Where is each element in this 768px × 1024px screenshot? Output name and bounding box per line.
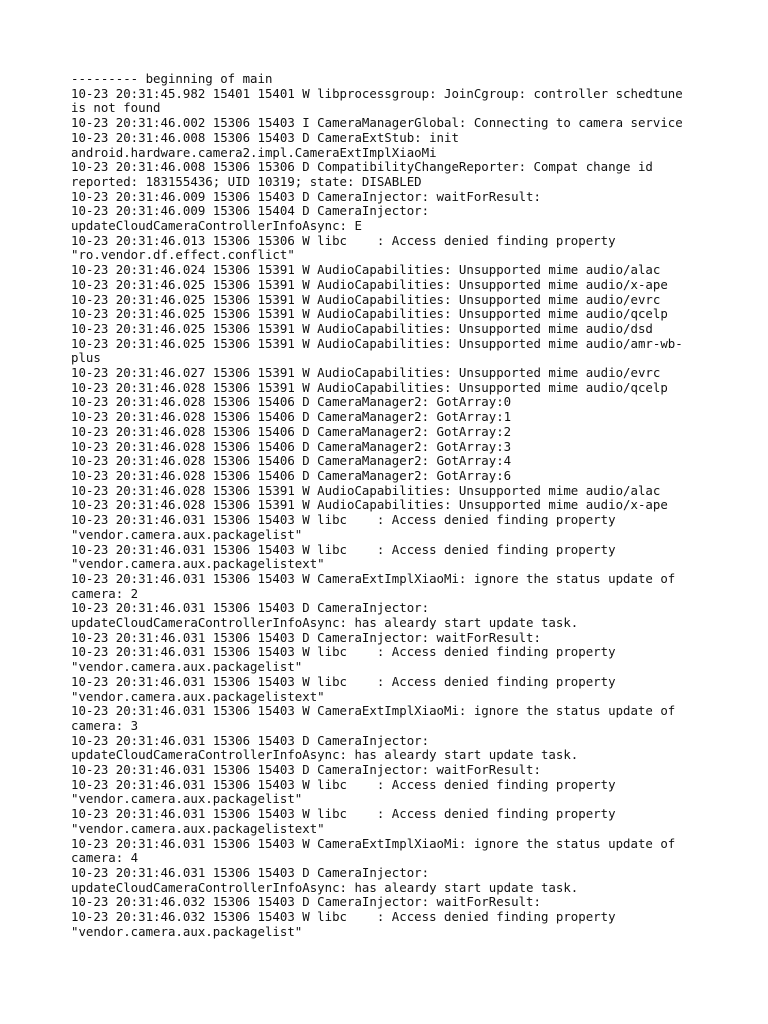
log-line: 10-23 20:31:46.027 15306 15391 W AudioCapabilities: Unsupported mime audio/evrc (71, 365, 661, 381)
log-line: 10-23 20:31:46.032 15306 15403 D CameraInjector: waitForResult: (71, 894, 541, 910)
log-line: 10-23 20:31:46.028 15306 15406 D CameraManager2: GotArray:4 (71, 453, 512, 469)
log-line: 10-23 20:31:46.031 15306 15403 W CameraExtImplXiaoMi: ignore the status update of (71, 570, 676, 586)
log-line: "vendor.camera.aux.packagelist" (71, 659, 303, 675)
log-line: 10-23 20:31:46.031 15306 15403 D CameraInjector: (71, 864, 430, 880)
log-line: 10-23 20:31:46.025 15306 15391 W AudioCapabilities: Unsupported mime audio/amr-wb- (71, 335, 683, 351)
log-line: camera: 4 (71, 850, 139, 866)
log-line: 10-23 20:31:46.031 15306 15403 W libc : Access denied finding property (71, 806, 616, 822)
log-line: camera: 2 (71, 585, 139, 601)
log-line: "vendor.camera.aux.packagelist" (71, 923, 303, 939)
log-line: 10-23 20:31:46.031 15306 15403 D CameraInjector: waitForResult: (71, 762, 541, 778)
log-line: 10-23 20:31:46.025 15306 15391 W AudioCapabilities: Unsupported mime audio/evrc (71, 291, 661, 307)
log-line: 10-23 20:31:46.031 15306 15403 W CameraExtImplXiaoMi: ignore the status update of (71, 703, 676, 719)
log-line: "vendor.camera.aux.packagelistext" (71, 820, 325, 836)
log-line: 10-23 20:31:46.028 15306 15391 W AudioCapabilities: Unsupported mime audio/alac (71, 482, 661, 498)
log-line: 10-23 20:31:46.025 15306 15391 W AudioCapabilities: Unsupported mime audio/dsd (71, 320, 653, 336)
log-line: camera: 3 (71, 717, 139, 733)
log-line: "ro.vendor.df.effect.conflict" (71, 247, 295, 263)
log-line: 10-23 20:31:46.031 15306 15403 D CameraInjector: (71, 732, 430, 748)
log-line: is not found (71, 100, 161, 116)
log-line: 10-23 20:31:46.031 15306 15403 W libc : Access denied finding property (71, 512, 616, 528)
log-line: 10-23 20:31:46.031 15306 15403 W libc : Access denied finding property (71, 673, 616, 689)
log-line: 10-23 20:31:46.028 15306 15406 D CameraManager2: GotArray:6 (71, 467, 512, 483)
log-line: "vendor.camera.aux.packagelistext" (71, 688, 325, 704)
log-line: 10-23 20:31:46.028 15306 15391 W AudioCapabilities: Unsupported mime audio/x-ape (71, 497, 668, 513)
log-line: "vendor.camera.aux.packagelist" (71, 526, 303, 542)
log-line: 10-23 20:31:46.009 15306 15403 D CameraInjector: waitForResult: (71, 188, 541, 204)
log-line: --------- beginning of main (71, 71, 273, 86)
log-line: 10-23 20:31:46.031 15306 15403 D CameraInjector: waitForResult: (71, 629, 541, 645)
log-line: reported: 183155436; UID 10319; state: DISABLED (71, 173, 422, 189)
log-document (71, 72, 721, 939)
log-line: 10-23 20:31:46.031 15306 15403 D CameraInjector: (71, 600, 430, 616)
log-line: 10-23 20:31:46.028 15306 15406 D CameraManager2: GotArray:2 (71, 423, 512, 439)
log-line: 10-23 20:31:46.032 15306 15403 W libc : Access denied finding property (71, 909, 616, 925)
log-line: updateCloudCameraControllerInfoAsync: has aleardy start update task. (71, 747, 579, 763)
log-line: 10-23 20:31:46.025 15306 15391 W AudioCapabilities: Unsupported mime audio/x-ape (71, 276, 668, 292)
log-line: 10-23 20:31:46.028 15306 15406 D CameraManager2: GotArray:1 (71, 409, 512, 425)
log-line: 10-23 20:31:46.028 15306 15406 D CameraManager2: GotArray:0 (71, 394, 512, 410)
log-line: 10-23 20:31:45.982 15401 15401 W libprocessgroup: JoinCgroup: controller schedtune (71, 85, 683, 101)
log-line: 10-23 20:31:46.024 15306 15391 W AudioCapabilities: Unsupported mime audio/alac (71, 262, 661, 278)
log-line: 10-23 20:31:46.031 15306 15403 W libc : Access denied finding property (71, 644, 616, 660)
log-line: "vendor.camera.aux.packagelist" (71, 791, 303, 807)
log-line: 10-23 20:31:46.009 15306 15404 D CameraInjector: (71, 203, 430, 219)
log-line: updateCloudCameraControllerInfoAsync: has aleardy start update task. (71, 615, 579, 631)
log-line: 10-23 20:31:46.031 15306 15403 W libc : Access denied finding property (71, 776, 616, 792)
log-line: 10-23 20:31:46.002 15306 15403 I CameraManagerGlobal: Connecting to camera service (71, 115, 683, 131)
log-line: 10-23 20:31:46.008 15306 15403 D CameraExtStub: init (71, 129, 459, 145)
log-line: 10-23 20:31:46.031 15306 15403 W libc : Access denied finding property (71, 541, 616, 557)
log-line: android.hardware.camera2.impl.CameraExtImplXiaoMi (71, 144, 437, 160)
log-line: 10-23 20:31:46.013 15306 15306 W libc : Access denied finding property (71, 232, 616, 248)
log-line: 10-23 20:31:46.028 15306 15406 D CameraManager2: GotArray:3 (71, 438, 512, 454)
log-line: 10-23 20:31:46.025 15306 15391 W AudioCapabilities: Unsupported mime audio/qcelp (71, 306, 668, 322)
log-line: 10-23 20:31:46.028 15306 15391 W AudioCapabilities: Unsupported mime audio/qcelp (71, 379, 668, 395)
log-line: plus (71, 350, 101, 366)
log-line: 10-23 20:31:46.008 15306 15306 D CompatibilityChangeReporter: Compat change id (71, 159, 653, 175)
log-line: updateCloudCameraControllerInfoAsync: has aleardy start update task. (71, 879, 579, 895)
log-line: 10-23 20:31:46.031 15306 15403 W CameraExtImplXiaoMi: ignore the status update of (71, 835, 676, 851)
log-line: updateCloudCameraControllerInfoAsync: E (71, 218, 362, 234)
log-line: "vendor.camera.aux.packagelistext" (71, 556, 325, 572)
